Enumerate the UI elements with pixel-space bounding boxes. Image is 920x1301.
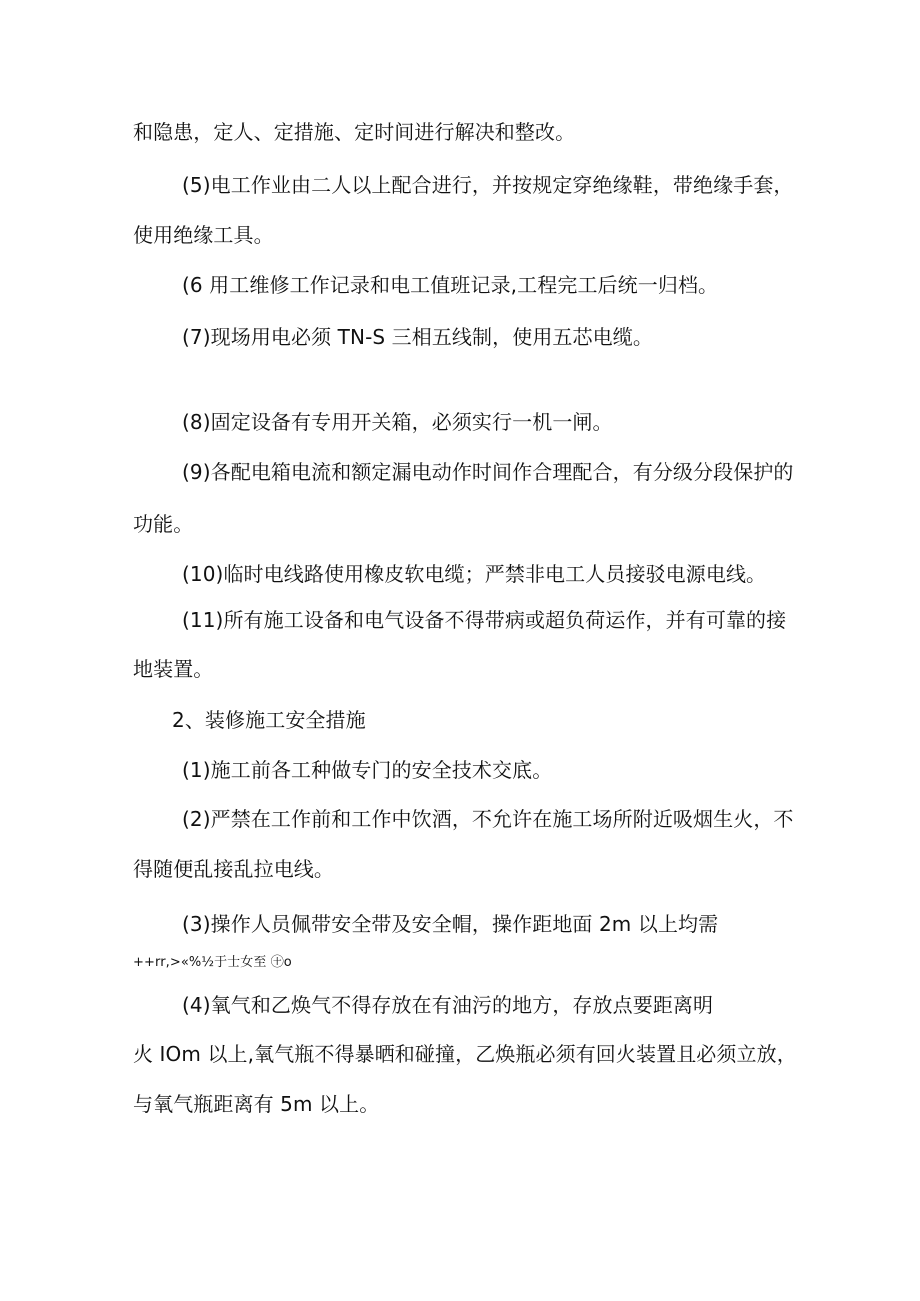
paragraph-line: (7)现场用电必须 TN-S 三相五线制，使用五芯电缆。 (182, 325, 653, 349)
paragraph-line: (9)各配电箱电流和额定漏电动作时间作合理配合，有分级分段保护的 (182, 460, 794, 484)
paragraph-line: 火 IOm 以上,氧气瓶不得暴晒和碰撞，乙焕瓶必须有回火装置且必须立放， (133, 1042, 797, 1066)
paragraph-line: 功能。 (133, 512, 194, 536)
paragraph-line: 得随便乱接乱拉电线。 (133, 857, 334, 881)
paragraph-line: (3)操作人员佩带安全带及安全帽，操作距地面 2m 以上均需 (182, 912, 719, 936)
paragraph-line: (5)电工作业由二人以上配合进行，并按规定穿绝缘鞋，带绝缘手套， (182, 173, 794, 197)
paragraph-line: (2)严禁在工作前和工作中饮酒，不允许在施工场所附近吸烟生火，不 (182, 807, 794, 831)
paragraph-line: 使用绝缘工具。 (133, 223, 274, 247)
paragraph-line: (8)固定设备有专用开关箱，必须实行一机一闸。 (182, 410, 613, 434)
paragraph-line: 地装置。 (133, 657, 214, 681)
paragraph-line: 和隐患，定人、定措施、定时间进行解决和整改。 (133, 120, 576, 144)
paragraph-line: (11)所有施工设备和电气设备不得带病或超负荷运作，并有可靠的接 (182, 608, 787, 632)
section-heading: 2、装修施工安全措施 (172, 708, 366, 732)
paragraph-line: (6 用工维修工作记录和电工值班记录,工程完工后统一归档。 (182, 273, 719, 297)
paragraph-line: (1)施工前各工种做专门的安全技术交底。 (182, 758, 553, 782)
paragraph-line: 与氧气瓶距离有 5m 以上。 (133, 1092, 380, 1116)
paragraph-line: (4)氧气和乙焕气不得存放在有油污的地方，存放点要距离明 (182, 993, 714, 1017)
paragraph-line: (10)临时电线路使用橡皮软电缆；严禁非电工人员接驳电源电线。 (182, 562, 767, 586)
garbled-text-line: ++rr,>«%½于士女至 ㊉o (133, 955, 292, 970)
